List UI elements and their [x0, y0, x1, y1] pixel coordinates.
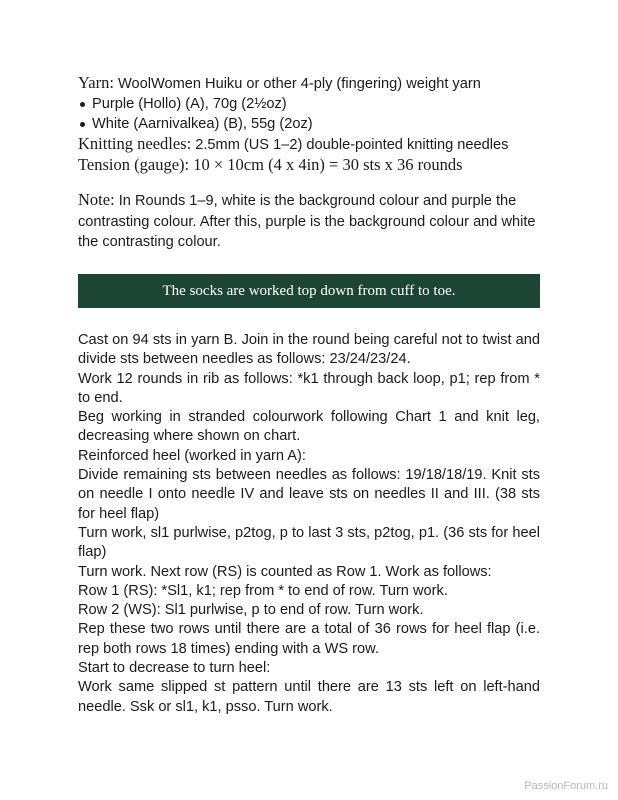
- tension-line: [78, 155, 540, 176]
- needles-label: Knitting needles:: [78, 134, 192, 153]
- tension-text: 10 × 10cm (4 x 4in) = 30 sts x 36 rounds: [189, 155, 463, 174]
- tension-label: Tension (gauge):: [78, 155, 190, 174]
- yarn-color-list: [78, 94, 540, 134]
- bullet-icon: [80, 122, 85, 127]
- needles-text: 2.5mm (US 1–2) double-pointed knitting needles: [191, 137, 509, 153]
- section-banner: [78, 274, 540, 308]
- instruction-paragraph: Cast on 94 sts in yarn B. Join in the round being careful not to twist and divide sts between needles as follows: 23/24/23/24.: [78, 332, 540, 368]
- yarn-label: Yarn:: [78, 73, 114, 92]
- banner-text: The socks are worked top down from cuff to toe.: [162, 282, 456, 299]
- list-item: [78, 114, 540, 134]
- bullet-icon: [80, 102, 85, 107]
- note-text: In Rounds 1–9, white is the background colour and purple the contrasting colour. After this, purple is the background colour and white the contrasting colour.: [78, 193, 536, 250]
- instruction-paragraph: Divide remaining sts between needles as follows: 19/18/18/19. Knit sts on needle I onto needle IV and leave sts on needles II and III. (38 sts for heel flap): [78, 467, 540, 522]
- instruction-paragraph: Turn work, sl1 purlwise, p2tog, p to last 3 sts, p2tog, p1. (36 sts for heel flap): [78, 524, 540, 561]
- instructions-section: [78, 331, 540, 717]
- yarn-color-white: White (Aarnivalkea) (B), 55g (2oz): [92, 116, 313, 132]
- site-watermark: PassionForum.ru: [524, 780, 608, 792]
- instruction-paragraph: Beg working in stranded colourwork following Chart 1 and knit leg, decreasing where shown on chart.: [78, 409, 540, 445]
- instruction-paragraph: Row 1 (RS): *Sl1, k1; rep from * to end of row. Turn work.: [78, 582, 448, 599]
- instruction-paragraph: Reinforced heel (worked in yarn A):: [78, 447, 306, 464]
- instruction-paragraph: Rep these two rows until there are a total of 36 rows for heel flap (i.e. rep both rows 18 times) ending with a WS row.: [78, 621, 540, 657]
- yarn-line: [78, 73, 540, 94]
- list-item: [78, 94, 540, 114]
- instruction-paragraph: Row 2 (WS): Sl1 purlwise, p to end of row. Turn work.: [78, 602, 424, 619]
- instruction-paragraph: Start to decrease to turn heel:: [78, 660, 271, 677]
- instruction-paragraph: Turn work. Next row (RS) is counted as Row 1. Work as follows:: [78, 563, 492, 580]
- note-label: Note:: [78, 190, 115, 209]
- note-paragraph: [78, 190, 540, 253]
- instruction-paragraph: Work same slipped st pattern until there are 13 sts left on left-hand needle. Ssk or sl1, k1, psso. Turn work.: [78, 679, 540, 715]
- needles-line: [78, 134, 540, 155]
- yarn-text: WoolWomen Huiku or other 4-ply (fingering) weight yarn: [113, 76, 481, 92]
- instruction-paragraph: Work 12 rounds in rib as follows: *k1 through back loop, p1; rep from * to end.: [78, 370, 540, 406]
- yarn-color-purple: Purple (Hollo) (A), 70g (2½oz): [92, 96, 287, 112]
- materials-section: [78, 73, 540, 176]
